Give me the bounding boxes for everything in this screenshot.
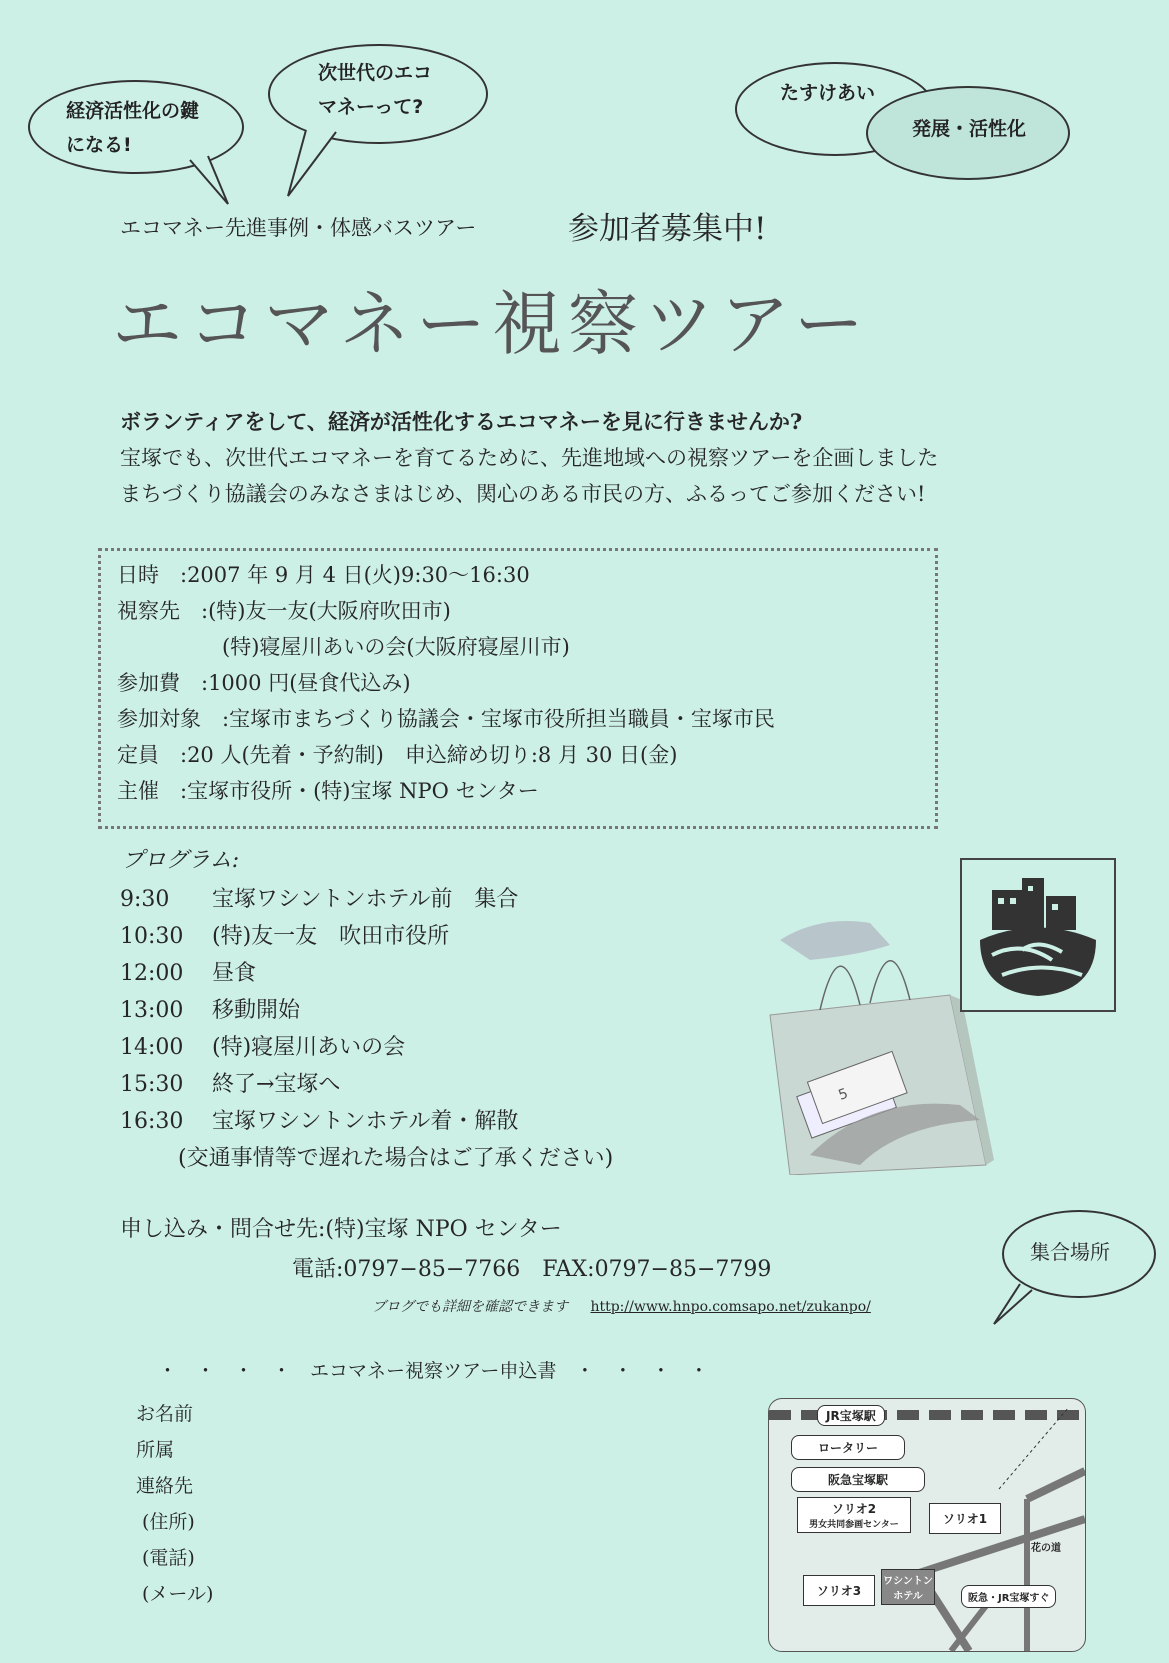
intro-line: 宝塚でも、次世代エコマネーを育てるために、先進地域への視察ツアーを企画しました: [120, 446, 939, 470]
form-field-phone: (電話): [142, 1547, 195, 1569]
form-fields: [136, 1396, 213, 1612]
blog-url[interactable]: http://www.hnpo.comsapo.net/zukanpo/: [590, 1299, 871, 1315]
intro-line: ボランティアをして、経済が活性化するエコマネーを見に行きませんか?: [120, 409, 803, 434]
detail-date: 日時 :2007 年 9 月 4 日(火)9:30〜16:30: [117, 563, 530, 587]
detail-organizer: 主催 :宝塚市役所・(特)宝塚 NPO センター: [117, 779, 539, 803]
program-item: 10:30 (特)友一友 吹田市役所: [120, 924, 450, 949]
form-title: ・ ・ ・ ・ エコマネー視察ツアー申込書 ・ ・ ・ ・: [158, 1360, 709, 1382]
form-field-name: お名前: [136, 1403, 194, 1425]
map-bubble-text: 集合場所: [1030, 1240, 1110, 1264]
map-sorio2: ソリオ2 男女共同参画センター: [797, 1497, 911, 1533]
form-field-address: (住所): [142, 1511, 195, 1533]
access-map: [768, 1398, 1086, 1652]
program-item: 16:30 宝塚ワシントンホテル着・解散: [120, 1109, 519, 1134]
details-box: [98, 548, 938, 829]
detail-destination: 視察先 :(特)友一友(大阪府吹田市): [117, 599, 451, 623]
program-item: 9:30 宝塚ワシントンホテル前 集合: [120, 887, 519, 912]
form-field-contact: 連絡先: [136, 1475, 194, 1497]
program-list: [120, 882, 518, 1141]
form-field-affiliation: 所属: [136, 1439, 175, 1461]
program-item: 15:30 終了→宝塚へ: [120, 1072, 341, 1097]
detail-capacity: 定員 :20 人(先着・予約制) 申込締め切り:8 月 30 日(金): [117, 743, 678, 767]
program-note: (交通事情等で遅れた場合はご了承ください): [178, 1146, 614, 1171]
bubble-right-text2: 発展・活性化: [912, 118, 1027, 140]
map-rotary: ロータリー: [791, 1435, 905, 1460]
contact-line1: 申し込み・問合せ先:(特)宝塚 NPO センター: [120, 1217, 562, 1242]
bubble-center-text: 次世代のエコ マネーって?: [318, 62, 433, 118]
detail-destination-2: (特)寝屋川あいの会(大阪府寝屋川市): [117, 635, 570, 659]
recruit-heading: 参加者募集中!: [568, 211, 767, 247]
blog-line: [372, 1296, 871, 1316]
program-item: 13:00 移動開始: [120, 998, 301, 1023]
map-hananomichi: 花の道: [1031, 1543, 1061, 1554]
town-logo: [960, 858, 1116, 1012]
program-item: 12:00 昼食: [120, 961, 257, 986]
program-heading: プログラム:: [122, 848, 240, 873]
blog-label: ブログでも詳細を確認できます: [372, 1299, 568, 1315]
bubble-center-tail: [280, 124, 350, 204]
map-near-station: 阪急・JR宝塚すぐ: [961, 1585, 1056, 1608]
form-field-email: (メール): [142, 1583, 214, 1605]
bubble-right-text1: たすけあい: [780, 82, 876, 104]
subtitle: エコマネー先進事例・体感バスツアー: [120, 216, 477, 240]
svg-text:5: 5: [836, 1085, 851, 1104]
map-jr-station: JR宝塚駅: [817, 1405, 885, 1426]
map-washington-hotel: ワシントン ホテル: [881, 1569, 935, 1605]
town-logo-icon: [962, 860, 1114, 1010]
page-title: エコマネー視察ツアー: [112, 283, 870, 365]
program-item: 14:00 (特)寝屋川あいの会: [120, 1035, 406, 1060]
map-sorio1: ソリオ1: [929, 1503, 1001, 1534]
intro-line: まちづくり協議会のみなさまはじめ、関心のある市民の方、ふるってご参加ください!: [120, 482, 926, 506]
map-hankyu-station: 阪急宝塚駅: [791, 1467, 925, 1492]
map-bubble-tail: [990, 1280, 1040, 1330]
bubble-left-text: 経済活性化の鍵 になる!: [66, 100, 200, 156]
contact-phone-fax: 電話:0797−85−7766 FAX:0797−85−7799: [292, 1257, 772, 1282]
map-sorio3: ソリオ3: [803, 1575, 875, 1606]
detail-target: 参加対象 :宝塚市まちづくり協議会・宝塚市役所担当職員・宝塚市民: [117, 707, 775, 731]
intro-text: [120, 404, 938, 512]
detail-fee: 参加費 :1000 円(昼食代込み): [117, 671, 411, 695]
